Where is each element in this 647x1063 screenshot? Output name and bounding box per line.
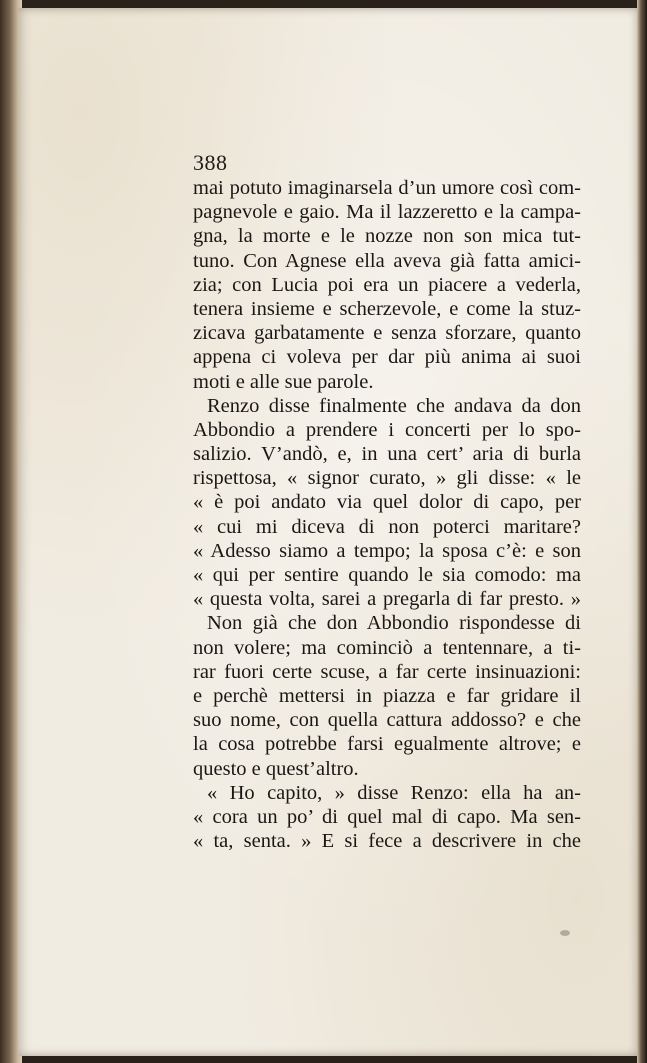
text-line: « cora un po’ di quel mal di capo. Ma sen- bbox=[193, 805, 581, 828]
text-line: Abbondio a prendere i concerti per lo spo- bbox=[193, 418, 581, 441]
paragraph-start-line: Non già che don Abbondio rispondesse di bbox=[207, 612, 581, 635]
paragraph-start-line: « Ho capito, » disse Renzo: ella ha an- bbox=[207, 781, 581, 804]
text-line: zicava garbatamente e senza sforzare, quanto bbox=[193, 322, 581, 345]
text-line: zia; con Lucia poi era un piacere a vederla, bbox=[193, 273, 581, 296]
text-line: salizio. V’andò, e, in una cert’ aria di burla bbox=[193, 443, 581, 466]
ink-smudge bbox=[560, 930, 570, 936]
page-edge bbox=[637, 0, 647, 1063]
text-line: « qui per sentire quando le sia comodo: ma bbox=[193, 564, 581, 586]
text-line: e perchè mettersi in piazza e far gridare il bbox=[193, 684, 581, 707]
text-line: tenera insieme e scherzevole, e come la stuz- bbox=[193, 297, 581, 320]
paragraph-start-line: Renzo disse finalmente che andava da don bbox=[207, 394, 581, 417]
text-line: mai potuto imaginarsela d’un umore così com- bbox=[193, 177, 581, 199]
text-line: gna, la morte e le nozze non son mica tut- bbox=[193, 225, 581, 248]
page-number: 388 bbox=[193, 150, 228, 175]
text-line: « ta, senta. » E si fece a descrivere in che bbox=[193, 830, 581, 853]
text-line: « cui mi diceva di non poterci maritare? bbox=[193, 515, 581, 538]
text-line: « questa volta, sarei a pregarla di far presto. » bbox=[193, 588, 581, 611]
text-line: rispettosa, « signor curato, » gli disse: « le bbox=[193, 467, 581, 490]
text-line: non volere; ma cominciò a tentennare, a ti- bbox=[193, 636, 581, 659]
text-line: appena ci voleva per dar più anima ai suoi bbox=[193, 346, 581, 369]
text-line: suo nome, con quella cattura addosso? e che bbox=[193, 709, 581, 732]
text-line: la cosa potrebbe farsi egualmente altrove; e bbox=[193, 733, 581, 756]
text-line: moti e alle sue parole. bbox=[193, 370, 374, 393]
text-line: pagnevole e gaio. Ma il lazzeretto e la campa- bbox=[193, 201, 581, 224]
text-line: questo e quest’altro. bbox=[193, 757, 359, 780]
body-text bbox=[193, 176, 581, 853]
text-line: rar fuori certe scuse, a far certe insinuazioni: bbox=[193, 660, 581, 683]
text-line: « è poi andato via quel dolor di capo, per bbox=[193, 491, 581, 514]
text-line: « Adesso siamo a tempo; la sposa c’è: e son bbox=[193, 539, 581, 562]
text-line: tuno. Con Agnese ella aveva già fatta amici- bbox=[193, 249, 581, 272]
